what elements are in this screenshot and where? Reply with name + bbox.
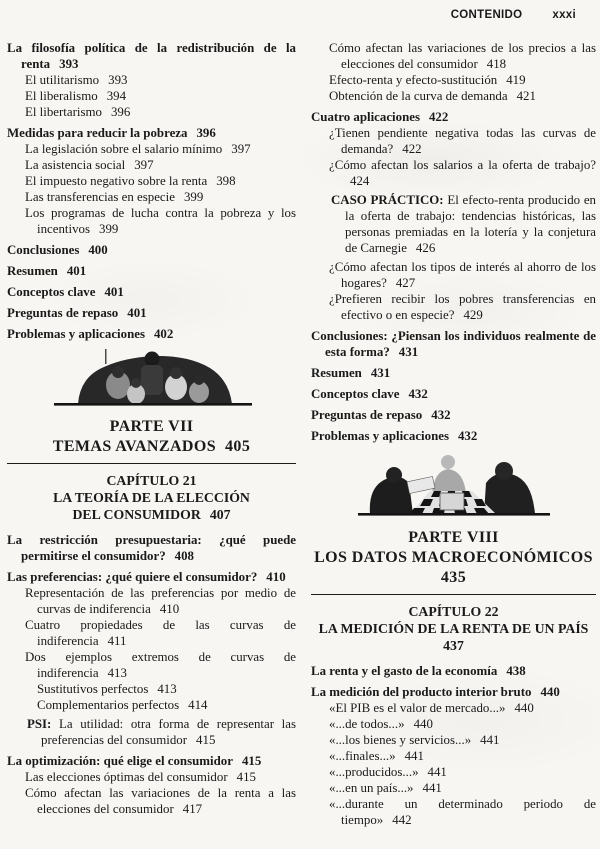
heading-line: [7, 489, 296, 506]
toc-entry: [311, 684, 596, 700]
entry-title: «El PIB es el valor de mercado...»: [329, 701, 506, 715]
toc-entry: [7, 697, 296, 713]
entry-title: «...durante un determinado periodo de tiempo»: [329, 797, 596, 827]
entry-title: Cómo afectan las variaciones de los precios a las elecciones del consumidor: [329, 41, 596, 71]
toc-entry: [7, 88, 296, 104]
toc-entry: [311, 780, 596, 796]
toc-entry: [7, 785, 296, 817]
entry-title: Cómo afectan las variaciones de la renta a las elecciones del consumidor: [25, 786, 296, 816]
entry-title: Conceptos clave: [7, 285, 96, 299]
page-number: 408: [174, 549, 194, 563]
entry-title: ¿Prefieren recibir los pobres transferencias en efectivo o en especie?: [329, 292, 596, 322]
chess-table-photo-illustration: [311, 454, 596, 520]
page-number: 427: [395, 276, 416, 290]
page-number: 410: [266, 570, 286, 584]
page-number: 431: [398, 345, 419, 359]
toc-entry: [7, 189, 296, 205]
entry-title: El utilitarismo: [25, 73, 100, 87]
page-number: 441: [480, 733, 500, 747]
page-number: 417: [182, 802, 203, 816]
toc-entry: [7, 617, 296, 649]
entry-title: Problemas y aplicaciones: [311, 429, 449, 443]
toc-entry: [7, 284, 296, 300]
page-number: 441: [404, 749, 424, 763]
toc-entry: [311, 109, 596, 125]
running-head: [451, 9, 576, 21]
toc-entry: [311, 328, 596, 360]
page-number: 415: [241, 754, 262, 768]
entry-title: Sustitutivos perfectos: [37, 682, 149, 696]
page-number: 400: [88, 243, 108, 257]
toc-entry: [7, 40, 296, 72]
entry-title: El impuesto negativo sobre la renta: [25, 174, 208, 188]
page-number: 432: [431, 408, 451, 422]
heading-line: [7, 417, 296, 437]
toc-entry: [7, 263, 296, 279]
entry-title: La legislación sobre el salario mínimo: [25, 142, 223, 156]
entry-title: La optimización: qué elige el consumidor: [7, 754, 233, 768]
entry-title: La asistencia social: [25, 158, 126, 172]
toc-entry: [7, 305, 296, 321]
page-number: 401: [66, 264, 87, 278]
toc-entry: [7, 716, 296, 748]
section-divider: [311, 594, 596, 595]
page-number: 415: [236, 770, 256, 784]
toc-entry: [7, 753, 296, 769]
heading-line: [7, 437, 296, 457]
entry-title: El libertarismo: [25, 105, 102, 119]
page-number: 432: [408, 387, 428, 401]
entry-title: Cuatro propiedades de las curvas de indiferencia: [25, 618, 296, 648]
page-number: 413: [107, 666, 127, 680]
toc-entry: [311, 72, 596, 88]
toc-entry: [7, 585, 296, 617]
entry-title: Medidas para reducir la pobreza: [7, 126, 188, 140]
entry-title: Preguntas de repaso: [311, 408, 423, 422]
entry-title: El liberalismo: [25, 89, 98, 103]
entry-title: Representación de las preferencias por medio de curvas de indiferencia: [25, 586, 296, 616]
toc-entry: [311, 407, 596, 423]
page-number: 440: [413, 717, 433, 731]
heading-line: [311, 637, 596, 654]
heading-text: LOS DATOS MACROECONÓMICOS: [314, 549, 593, 566]
heading-text: TEMAS AVANZADOS: [52, 438, 217, 455]
page-number: 410: [159, 602, 180, 616]
entry-title: Dos ejemplos extremos de curvas de indiferencia: [25, 650, 296, 680]
toc-entry: [311, 716, 596, 732]
heading-text: PARTE VIII: [408, 529, 499, 546]
toc-column-right: [311, 40, 596, 828]
page-number: 396: [110, 105, 131, 119]
page-number: 441: [427, 765, 447, 779]
page-number: 396: [196, 126, 216, 140]
toc-entry: [311, 88, 596, 104]
toc-entry: [311, 125, 596, 157]
toc-entry: [7, 532, 296, 564]
toc-entry: [311, 365, 596, 381]
heading-text: CAPÍTULO 21: [106, 473, 197, 488]
entry-title: «...finales...»: [329, 749, 396, 763]
entry-title: Complementarios perfectos: [37, 698, 180, 712]
toc-entry: [311, 259, 596, 291]
page-number: 440: [540, 685, 560, 699]
page-number: 399: [99, 222, 119, 236]
entry-title: Conclusiones: [7, 243, 80, 257]
chapter-heading: [7, 472, 296, 523]
page-number: 397: [231, 142, 251, 156]
entry-title: Problemas y aplicaciones: [7, 327, 145, 341]
heading-line: [311, 603, 596, 620]
page-number: 431: [370, 366, 391, 380]
toc-entry: [311, 157, 596, 189]
crowd-photo-icon: [48, 347, 256, 409]
heading-line: [311, 620, 596, 637]
page-number: 394: [106, 89, 127, 103]
toc-entry: [7, 242, 296, 258]
toc-entry: [311, 291, 596, 323]
page-number: 405: [225, 438, 251, 455]
toc-entry: [311, 748, 596, 764]
page-number: 411: [107, 634, 127, 648]
part-heading: [7, 417, 296, 457]
entry-title: «...en un país...»: [329, 781, 414, 795]
toc-entry: [311, 796, 596, 828]
toc-entry: [7, 205, 296, 237]
entry-title: La filosofía política de la redistribución de la renta: [7, 41, 296, 71]
toc-entry: [7, 681, 296, 697]
toc-entry: [311, 428, 596, 444]
heading-text: 435: [440, 569, 467, 586]
toc-entry: [7, 326, 296, 342]
running-head-title: CONTENIDO: [450, 9, 523, 21]
toc-entry: [7, 769, 296, 785]
chapter-heading: [311, 603, 596, 654]
page-number: 426: [415, 241, 436, 255]
entry-title: ¿Cómo afectan los salarios a la oferta de trabajo?: [329, 158, 596, 172]
page-number: 442: [392, 813, 412, 827]
heading-text: LA MEDICIÓN DE LA RENTA DE UN PAÍS: [318, 621, 589, 636]
entry-title: La restricción presupuestaria: ¿qué puede permitirse el consumidor?: [7, 533, 296, 563]
page-number: 418: [486, 57, 507, 71]
page-number: 413: [157, 682, 177, 696]
entry-title: Resumen: [311, 366, 362, 380]
section-divider: [7, 463, 296, 464]
page-number: 429: [463, 308, 483, 322]
heading-text: DEL CONSUMIDOR: [72, 507, 201, 522]
entry-title: ¿Tienen pendiente negativa todas las curvas de demanda?: [329, 126, 596, 156]
page-number: 407: [209, 507, 231, 522]
toc-entry: [311, 663, 596, 679]
page-number: 393: [59, 57, 79, 71]
running-head-folio: xxxi: [552, 9, 576, 21]
part-heading: [311, 528, 596, 588]
page-number: 422: [428, 110, 449, 124]
entry-title: Conceptos clave: [311, 387, 400, 401]
page-number: 438: [506, 664, 526, 678]
entry-title: El efecto-renta producido en la oferta de trabajo: tendencias históricas, las personas premiadas en la lotería y la conjetura de Carnegie: [345, 193, 596, 255]
heading-text: CAPÍTULO 22: [408, 604, 499, 619]
toc-entry: [7, 125, 296, 141]
toc-entry: [311, 764, 596, 780]
entry-title: «...producidos...»: [329, 765, 419, 779]
page-number: 401: [127, 306, 147, 320]
entry-prefix: CASO PRÁCTICO:: [331, 193, 444, 207]
page-number: 415: [196, 733, 216, 747]
toc-entry: [311, 40, 596, 72]
toc-entry: [7, 569, 296, 585]
page-number: 399: [183, 190, 204, 204]
entry-title: Obtención de la curva de demanda: [329, 89, 508, 103]
entry-title: «...de todos...»: [329, 717, 405, 731]
heading-text: LA TEORÍA DE LA ELECCIÓN: [53, 490, 250, 505]
entry-title: ¿Cómo afectan los tipos de interés al ahorro de los hogares?: [329, 260, 596, 290]
page-number: 422: [402, 142, 422, 156]
page-number: 393: [108, 73, 128, 87]
heading-line: [311, 568, 596, 588]
entry-title: Las preferencias: ¿qué quiere el consumidor?: [7, 570, 258, 584]
page-number: 402: [153, 327, 174, 341]
page-number: 432: [457, 429, 478, 443]
entry-title: Conclusiones: ¿Piensan los individuos realmente de esta forma?: [311, 329, 596, 359]
toc-entry: [7, 173, 296, 189]
heading-text: 437: [443, 638, 464, 653]
entry-prefix: PSI:: [27, 717, 52, 731]
page-number: 440: [514, 701, 534, 715]
page-number: 414: [188, 698, 208, 712]
entry-title: La renta y el gasto de la economía: [311, 664, 498, 678]
toc-entry: [311, 386, 596, 402]
page-number: 401: [104, 285, 124, 299]
page-number: 421: [516, 89, 536, 103]
entry-title: Efecto-renta y efecto-sustitución: [329, 73, 498, 87]
page-number: 397: [134, 158, 154, 172]
heading-line: [7, 506, 296, 523]
toc-entry: [7, 141, 296, 157]
toc-entry: [311, 192, 596, 256]
heading-line: [311, 528, 596, 548]
entry-title: Los programas de lucha contra la pobreza y los incentivos: [25, 206, 296, 236]
toc-entry: [311, 732, 596, 748]
toc-column-left: [7, 40, 296, 817]
page-number: 398: [216, 174, 236, 188]
page-number: 424: [350, 174, 370, 188]
entry-title: Cuatro aplicaciones: [311, 110, 420, 124]
page-number: 419: [506, 73, 526, 87]
chess-table-photo-icon: [356, 454, 552, 520]
crowd-photo-illustration: [7, 347, 296, 409]
entry-title: Preguntas de repaso: [7, 306, 119, 320]
heading-text: PARTE VII: [109, 418, 194, 435]
entry-title: «...los bienes y servicios...»: [329, 733, 472, 747]
heading-line: [311, 548, 596, 568]
heading-line: [7, 472, 296, 489]
entry-title: La medición del producto interior bruto: [311, 685, 532, 699]
entry-title: Las elecciones óptimas del consumidor: [25, 770, 228, 784]
entry-title: Las transferencias en especie: [25, 190, 175, 204]
entry-title: Resumen: [7, 264, 58, 278]
toc-entry: [7, 157, 296, 173]
page-number: 441: [422, 781, 442, 795]
toc-entry: [7, 649, 296, 681]
toc-entry: [7, 72, 296, 88]
toc-entry: [7, 104, 296, 120]
entry-title: La utilidad: otra forma de representar las preferencias del consumidor: [41, 717, 296, 747]
toc-entry: [311, 700, 596, 716]
